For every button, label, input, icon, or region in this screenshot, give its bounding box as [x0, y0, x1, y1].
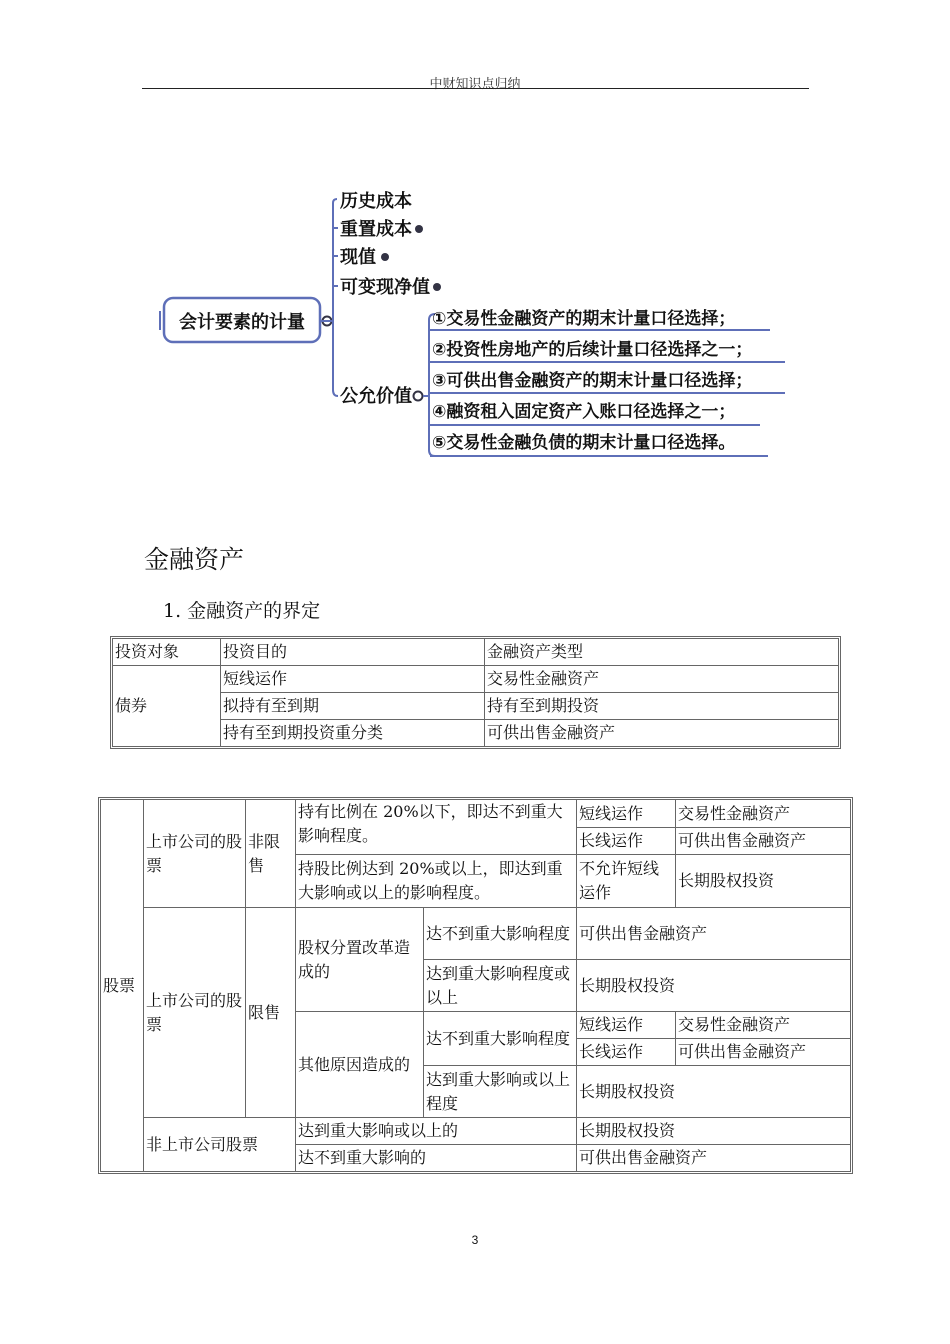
bond-classification-table	[112, 638, 839, 747]
table-cell: 交易性金融资产	[676, 1012, 851, 1039]
table-cell: 长期股权投资	[676, 855, 851, 908]
table-cell: 长期股权投资	[577, 1066, 851, 1118]
section-subtitle: 1. 金融资产的界定	[163, 600, 321, 622]
expand-icon	[433, 283, 441, 291]
page-number: 3	[471, 1233, 479, 1247]
table-cell: 股权分置改革造成的	[296, 908, 424, 1012]
table-cell: 其他原因造成的	[296, 1012, 424, 1118]
fair-value-item: ④融资租入固定资产入账口径选择之一；	[432, 402, 736, 422]
table-cell: 持有至到期投资重分类	[221, 720, 485, 747]
table-cell: 长期股权投资	[577, 1118, 851, 1145]
table-cell: 长线运作	[577, 1039, 676, 1066]
table-header: 投资对象	[113, 639, 221, 666]
table-cell: 达不到重大影响程度	[424, 908, 577, 960]
table-cell: 限售	[246, 908, 296, 1118]
table-cell: 达不到重大影响程度	[424, 1012, 577, 1066]
table-cell: 非上市公司股票	[144, 1118, 296, 1172]
table-group-cell: 股票	[101, 800, 144, 1172]
table-cell: 短线运作	[577, 800, 676, 828]
page-header: 中财知识点归纳	[429, 77, 521, 92]
table-row	[113, 720, 839, 747]
table-row	[101, 1118, 851, 1145]
table-cell: 非限售	[246, 800, 296, 908]
table-cell: 短线运作	[577, 1012, 676, 1039]
table-cell: 可供出售金融资产	[485, 720, 839, 747]
branch-fair-value: 公允价值	[340, 386, 412, 407]
table-cell: 持有比例在 20%以下，即达不到重大影响程度。	[296, 800, 577, 855]
table-cell: 交易性金融资产	[485, 666, 839, 693]
fair-value-item: ⑤交易性金融负债的期末计量口径选择。	[432, 433, 736, 453]
collapse-icon	[414, 392, 423, 401]
table-cell: 达到重大影响或以上程度	[424, 1066, 577, 1118]
fair-value-item: ①交易性金融资产的期末计量口径选择；	[432, 309, 736, 329]
table-header: 金融资产类型	[485, 639, 839, 666]
table-cell: 拟持有至到期	[221, 693, 485, 720]
expand-icon	[381, 253, 389, 261]
table-header: 投资目的	[221, 639, 485, 666]
table-cell: 可供出售金融资产	[577, 908, 851, 960]
table-cell: 短线运作	[221, 666, 485, 693]
branch-historical-cost: 历史成本	[340, 191, 412, 212]
table-cell: 长线运作	[577, 828, 676, 855]
table-cell: 达到重大影响程度或以上	[424, 960, 577, 1012]
table-cell: 达不到重大影响的	[296, 1145, 577, 1172]
table-cell: 达到重大影响或以上的	[296, 1118, 577, 1145]
table-row	[113, 666, 839, 693]
fair-value-item: ③可供出售金融资产的期末计量口径选择；	[432, 371, 753, 391]
mindmap-root: 会计要素的计量	[179, 312, 305, 333]
branch-replacement-cost: 重置成本	[340, 219, 412, 240]
branch-present-value: 现值	[340, 247, 376, 268]
table-cell: 上市公司的股票	[144, 908, 246, 1118]
measurement-mindmap	[0, 0, 950, 480]
table-row	[101, 908, 851, 960]
table-header-row	[113, 639, 839, 666]
table-cell: 上市公司的股票	[144, 800, 246, 908]
table-cell: 可供出售金融资产	[676, 1039, 851, 1066]
fair-value-item: ②投资性房地产的后续计量口径选择之一；	[432, 340, 753, 360]
table-cell: 交易性金融资产	[676, 800, 851, 828]
table-cell: 持股比例达到 20%或以上，即达到重大影响或以上的影响程度。	[296, 855, 577, 908]
table-cell: 可供出售金融资产	[676, 828, 851, 855]
branch-net-realizable-value: 可变现净值	[340, 277, 430, 298]
section-title: 金融资产	[144, 545, 245, 574]
table-cell: 长期股权投资	[577, 960, 851, 1012]
table-cell: 不允许短线运作	[577, 855, 676, 908]
table-cell: 可供出售金融资产	[577, 1145, 851, 1172]
table-row	[101, 800, 851, 828]
expand-icon	[415, 225, 423, 233]
table-group-cell: 债券	[113, 666, 221, 747]
stock-classification-table	[100, 799, 851, 1172]
table-row	[113, 693, 839, 720]
table-cell: 持有至到期投资	[485, 693, 839, 720]
